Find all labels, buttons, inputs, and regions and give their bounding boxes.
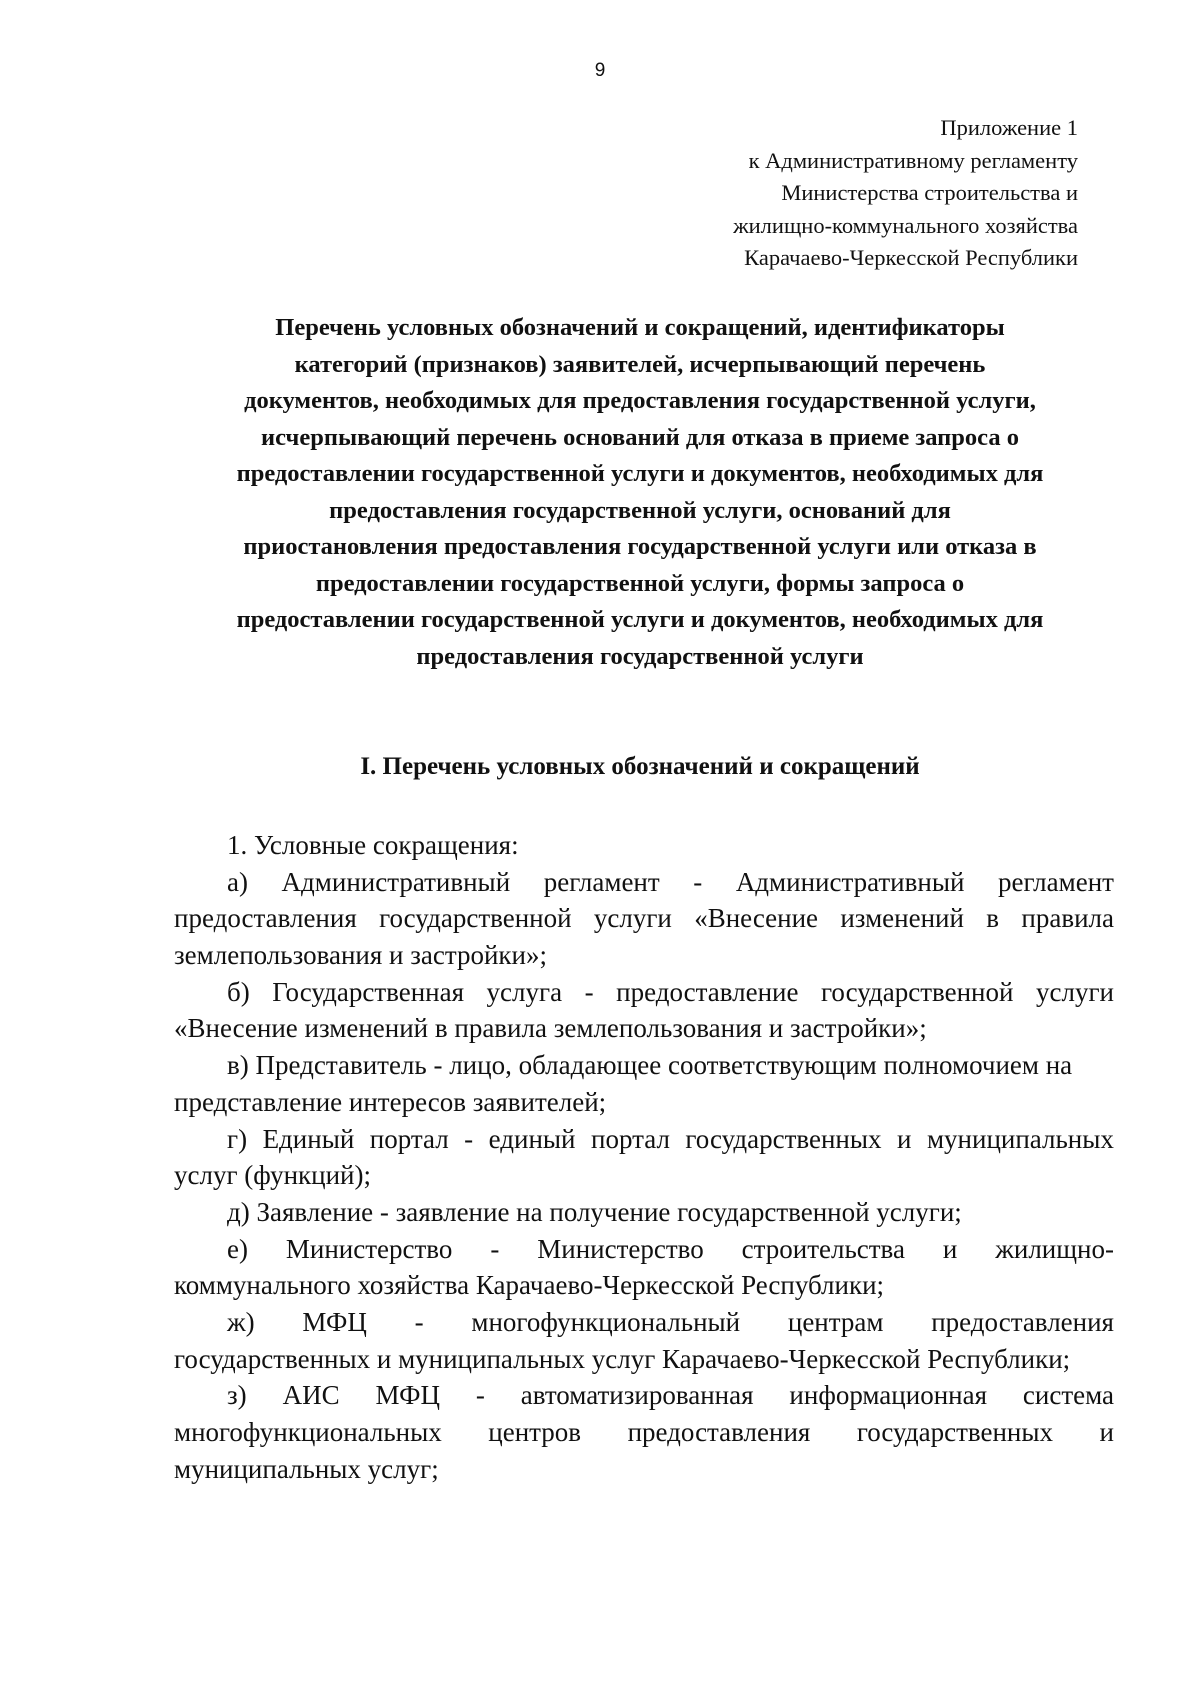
word: строительства: [741, 1233, 905, 1264]
word: государственной: [379, 903, 572, 934]
appendix-line: Приложение 1: [940, 115, 1078, 140]
title-line: предоставления государственной услуги, оснований для: [329, 496, 951, 524]
word: Министерство: [285, 1233, 453, 1264]
word: жилищно-: [995, 1233, 1114, 1264]
title-line: документов, необходимых для предоставления государственной услуги,: [244, 387, 1036, 414]
appendix-line: Министерства строительства и: [781, 180, 1078, 205]
item-a-line: землепользования и застройки»;: [174, 940, 548, 971]
word: правила: [1021, 903, 1114, 934]
word: государственных: [856, 1417, 1053, 1447]
word: Министерство: [537, 1233, 704, 1264]
word: МФЦ: [302, 1306, 367, 1337]
word: и: [942, 1233, 958, 1264]
word: -: [414, 1306, 424, 1337]
word: б): [227, 976, 250, 1007]
word: а): [227, 866, 248, 897]
word: -: [475, 1380, 485, 1411]
item-b-line: [174, 974, 1114, 1011]
item-v-line: в) Представитель - лицо, обладающее соответствующим полномочием на: [227, 1050, 1073, 1081]
word: Административный: [735, 866, 965, 897]
word: Административный: [281, 866, 511, 897]
word: многофункциональных: [174, 1417, 442, 1447]
item-a-line: [174, 900, 1114, 937]
word: регламент: [543, 866, 660, 897]
word: з): [227, 1380, 247, 1411]
page-number: 9: [594, 60, 606, 81]
title-line: предоставлении государственной услуги и документов, необходимых для: [236, 460, 1044, 487]
title-line: исчерпывающий перечень оснований для отказа в приеме запроса о: [261, 423, 1019, 451]
item-d-line: д) Заявление - заявление на получение государственной услуги;: [227, 1196, 962, 1227]
word: ж): [227, 1306, 255, 1337]
appendix-block: [558, 112, 1078, 275]
word: центров: [488, 1417, 582, 1447]
section-heading: I. Перечень условных обозначений и сокращений: [360, 753, 920, 780]
item-heading: 1. Условные сокращения:: [227, 830, 519, 860]
word: МФЦ: [375, 1380, 440, 1411]
title-line: предоставления государственной услуги: [416, 642, 864, 670]
item-z-line: [174, 1414, 1114, 1451]
word: предоставления: [627, 1417, 811, 1447]
word: центрам: [787, 1306, 884, 1337]
item-z-line: муниципальных услуг;: [174, 1453, 439, 1484]
item-z-line: [174, 1377, 1114, 1414]
item-zh-line: государственных и муниципальных услуг Карачаево-Черкесской Республики;: [174, 1343, 1071, 1374]
word: -: [464, 1123, 474, 1154]
word: единый: [488, 1123, 576, 1154]
word: -: [490, 1233, 500, 1264]
word: портал: [591, 1123, 670, 1154]
word: -: [584, 976, 594, 1007]
item-v-line: представление интересов заявителей;: [174, 1086, 607, 1117]
word: многофункциональный: [471, 1306, 741, 1337]
title-line: приостановления предоставления государственной услуги или отказа в: [243, 533, 1037, 560]
item-g-line: услуг (функций);: [174, 1160, 372, 1191]
item-e-line: [174, 1231, 1114, 1268]
word: предоставления: [174, 903, 357, 934]
word: е): [227, 1233, 248, 1264]
word: АИС: [282, 1380, 340, 1411]
word: изменений: [840, 903, 964, 934]
document-title: [160, 310, 1120, 675]
word: муниципальных: [926, 1123, 1114, 1154]
item-a-line: [174, 864, 1114, 901]
word: информационная: [789, 1380, 987, 1411]
word: Государственная: [272, 976, 464, 1007]
word: портал: [369, 1123, 449, 1154]
title-line: предоставлении государственной услуги, формы запроса о: [315, 569, 965, 597]
word: регламент: [997, 866, 1114, 897]
word: «Внесение: [694, 903, 819, 934]
word: услуги: [593, 903, 672, 934]
word: услуга: [486, 976, 563, 1007]
word: г): [227, 1123, 248, 1154]
word: Единый: [262, 1123, 355, 1154]
word: государственных: [685, 1123, 882, 1154]
title-line: предоставлении государственной услуги и документов, необходимых для: [236, 606, 1044, 633]
word: и: [897, 1123, 912, 1154]
item-g-line: [174, 1121, 1114, 1158]
item-zh-line: [174, 1304, 1114, 1341]
item-e-line: коммунального хозяйства Карачаево-Черкесской Республики;: [174, 1270, 885, 1301]
word: услуги: [1036, 976, 1114, 1007]
word: и: [1099, 1417, 1114, 1447]
word: предоставление: [616, 976, 799, 1007]
word: в: [986, 903, 1000, 934]
appendix-line: Карачаево-Черкесской Республики: [744, 245, 1078, 270]
body-text: [174, 827, 1114, 1487]
appendix-line: к Административному регламенту: [748, 147, 1078, 173]
word: государственной: [821, 976, 1014, 1007]
word: предоставления: [931, 1306, 1114, 1337]
appendix-line: жилищно-коммунального хозяйства: [733, 212, 1078, 238]
word: -: [693, 866, 703, 897]
title-line: категорий (признаков) заявителей, исчерпывающий перечень: [294, 350, 986, 378]
word: автоматизированная: [520, 1380, 754, 1411]
item-b-line: «Внесение изменений в правила землепользования и застройки»;: [174, 1013, 927, 1044]
title-line: Перечень условных обозначений и сокращений, идентификаторы: [275, 314, 1005, 341]
word: система: [1022, 1380, 1114, 1411]
